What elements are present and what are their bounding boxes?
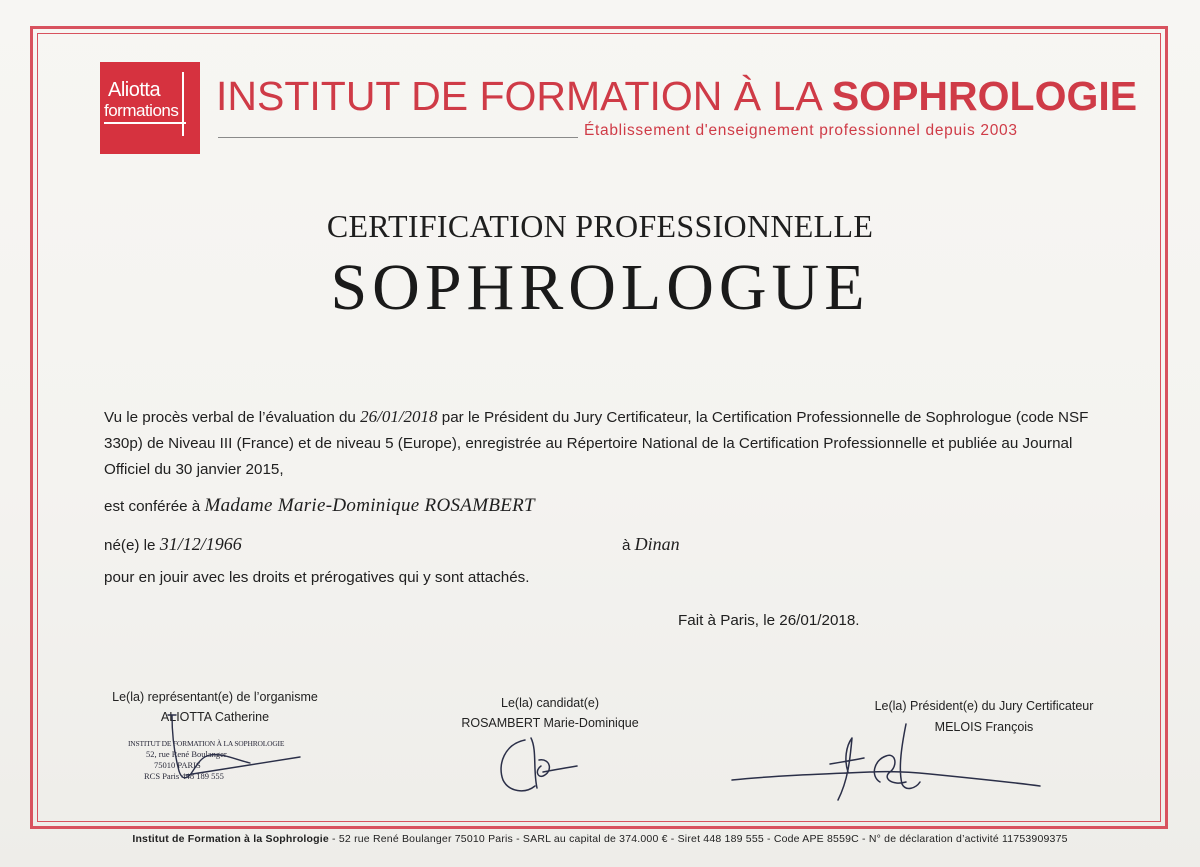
footer-legal bbox=[0, 833, 1200, 845]
stamp-line-1: INSTITUT DE FORMATION À LA SOPHROLOGIE bbox=[128, 739, 285, 748]
org-signature bbox=[150, 705, 310, 805]
president-name: MELOIS François bbox=[934, 720, 1034, 734]
place-label: à bbox=[622, 537, 635, 554]
president-signature bbox=[730, 720, 1050, 810]
logo-text-formations: formations bbox=[104, 101, 179, 120]
conferred-line bbox=[104, 495, 535, 517]
rights-text: pour en jouir avec les droits et prérogatives qui y sont attachés. bbox=[104, 569, 530, 586]
footer-company: Institut de Formation à la Sophrologie bbox=[132, 833, 329, 845]
footer-details: - 52 rue René Boulanger 75010 Paris - SARL au capital de 374.000 € - Siret 448 189 555 - Code APE 8559C - N° de déclaration d’activité 11753909375 bbox=[328, 833, 1068, 845]
aliotta-logo bbox=[100, 62, 200, 154]
recipient-name: Madame Marie-Dominique ROSAMBERT bbox=[204, 495, 535, 516]
logo-rule-horizontal bbox=[104, 122, 186, 124]
stamp-line-4: RCS Paris 448 189 555 bbox=[144, 771, 224, 781]
birth-place-line bbox=[622, 534, 680, 555]
certification-title: SOPHROLOGUE bbox=[330, 251, 870, 324]
institute-title-light: INSTITUT DE FORMATION À LA bbox=[216, 73, 832, 119]
evaluation-paragraph bbox=[104, 404, 1104, 483]
certification-heading: CERTIFICATION PROFESSIONNELLE bbox=[326, 208, 874, 244]
evaluation-date: 26/01/2018 bbox=[360, 407, 438, 426]
logo-rule-vertical bbox=[182, 72, 184, 136]
header-rule bbox=[218, 137, 578, 138]
org-signatory-name: ALIOTTA Catherine bbox=[160, 710, 270, 724]
paragraph-rest: par le Président du Jury Certificateur, la Certification Professionnelle de Sophrologue (code NSF 330p) de Niveau III (France) et de niveau 5 (Europe), enregistrée au Répertoire National de la Certification Professionnelle et publiée au Journal Officiel du 30 janvier 2015, bbox=[104, 409, 1089, 478]
institute-subtitle: Établissement d'enseignement professionnel depuis 2003 bbox=[584, 122, 1018, 139]
candidate-role-label: Le(la) candidat(e) bbox=[501, 696, 599, 710]
stamp-line-3: 75010 PARIS bbox=[154, 760, 201, 770]
birth-place: Dinan bbox=[634, 534, 680, 554]
conferred-label: est conférée à bbox=[104, 498, 205, 515]
paragraph-intro: Vu le procès verbal de l’évaluation du bbox=[104, 409, 361, 426]
birth-date: 31/12/1966 bbox=[159, 534, 242, 554]
born-label: né(e) le bbox=[104, 537, 160, 554]
org-role-label: Le(la) représentant(e) de l’organisme bbox=[112, 690, 318, 704]
institute-title-bold: SOPHROLOGIE bbox=[831, 73, 1138, 119]
candidate-name: ROSAMBERT Marie-Dominique bbox=[461, 716, 639, 730]
candidate-signature bbox=[495, 730, 585, 800]
institute-title bbox=[216, 74, 1137, 118]
birth-line bbox=[104, 534, 242, 555]
stamp-line-2: 52, rue René Boulanger bbox=[146, 749, 227, 759]
logo-text-aliotta: Aliotta bbox=[108, 79, 161, 101]
made-at-text: Fait à Paris, le 26/01/2018. bbox=[678, 612, 860, 629]
president-role-label: Le(la) Président(e) du Jury Certificateur bbox=[874, 699, 1094, 713]
